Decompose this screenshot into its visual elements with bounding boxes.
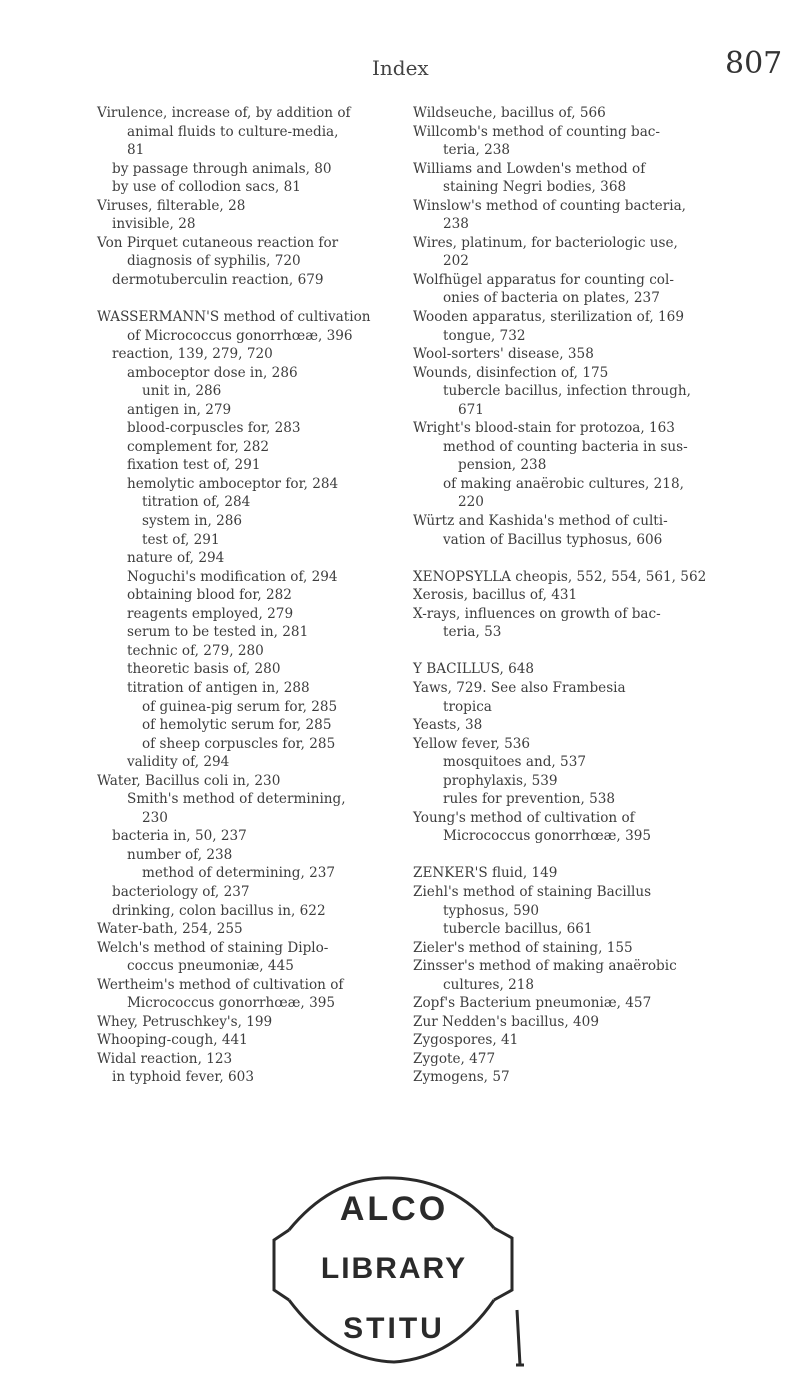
index-subentry: number of, 238 bbox=[127, 846, 233, 863]
stamp-bottom-text: STITU bbox=[343, 1312, 445, 1345]
index-subentry: method of determining, 237 bbox=[142, 865, 336, 882]
index-entry: Xerosis, bacillus of, 431 bbox=[413, 587, 578, 604]
index-subentry: reaction, 139, 279, 720 bbox=[112, 346, 273, 363]
index-subentry: of guinea-pig serum for, 285 bbox=[142, 698, 338, 715]
index-subentry: mosquitoes and, 537 bbox=[443, 754, 586, 771]
stamp-top-text: ALCO bbox=[339, 1190, 449, 1228]
index-entry: Yaws, 729. See also Frambesia bbox=[413, 679, 626, 696]
index-subentry: rules for prevention, 538 bbox=[443, 791, 616, 808]
index-subentry: by passage through animals, 80 bbox=[112, 160, 332, 177]
index-subentry: animal fluids to culture-media, bbox=[127, 123, 339, 140]
index-entry: Wounds, disinfection of, 175 bbox=[413, 364, 609, 381]
index-subentry: coccus pneumoniæ, 445 bbox=[127, 958, 294, 975]
index-subentry: technic of, 279, 280 bbox=[127, 642, 264, 659]
stamp-left-bracket bbox=[274, 1230, 289, 1300]
index-entry: Yellow fever, 536 bbox=[413, 735, 531, 752]
index-entry: Zygote, 477 bbox=[413, 1050, 496, 1067]
index-subentry: tubercle bacillus, infection through, bbox=[443, 383, 691, 400]
index-subentry: of sheep corpuscles for, 285 bbox=[142, 735, 336, 752]
page-header bbox=[0, 34, 800, 81]
index-entry: Wertheim's method of cultivation of bbox=[97, 976, 344, 993]
index-entry: X-rays, influences on growth of bac- bbox=[413, 605, 661, 622]
index-subentry: drinking, colon bacillus in, 622 bbox=[112, 902, 326, 919]
index-subentry: of hemolytic serum for, 285 bbox=[142, 717, 332, 734]
index-entry: Viruses, filterable, 28 bbox=[97, 197, 246, 214]
index-entry: Yeasts, 38 bbox=[413, 717, 483, 734]
index-entry: Zur Nedden's bacillus, 409 bbox=[413, 1013, 599, 1030]
index-entry: Williams and Lowden's method of bbox=[413, 160, 646, 177]
index-entry: XENOPSYLLA cheopis, 552, 554, 561, 562 bbox=[413, 568, 707, 585]
stamp-right-bracket bbox=[494, 1228, 512, 1300]
index-entry: Wooden apparatus, sterilization of, 169 bbox=[413, 309, 684, 326]
index-subentry: hemolytic amboceptor for, 284 bbox=[127, 475, 339, 492]
entry-gap bbox=[413, 642, 713, 661]
index-entry: Würtz and Kashida's method of culti- bbox=[413, 513, 668, 530]
index-entry: Water-bath, 254, 255 bbox=[97, 921, 243, 938]
index-subentry: bacteriology of, 237 bbox=[112, 883, 250, 900]
index-subentry: prophylaxis, 539 bbox=[443, 772, 558, 789]
index-subentry: bacteria in, 50, 237 bbox=[112, 828, 247, 845]
index-entry: Y BACILLUS, 648 bbox=[413, 661, 535, 678]
index-subentry: pension, 238 bbox=[458, 457, 547, 474]
index-column-left bbox=[97, 104, 397, 1087]
index-subentry: invisible, 28 bbox=[112, 216, 196, 233]
index-subentry: vation of Bacillus typhosus, 606 bbox=[443, 531, 663, 548]
index-entry: Widal reaction, 123 bbox=[97, 1050, 233, 1067]
index-subentry: 202 bbox=[443, 253, 469, 270]
stamp-library-text: LIBRARY bbox=[320, 1252, 468, 1285]
index-subentry: complement for, 282 bbox=[127, 438, 270, 455]
index-entry: Wolfhügel apparatus for counting col- bbox=[413, 271, 674, 288]
index-subentry: teria, 238 bbox=[443, 142, 511, 159]
index-entry: Wright's blood-stain for protozoa, 163 bbox=[413, 420, 675, 437]
index-entry: Welch's method of staining Diplo- bbox=[97, 939, 329, 956]
index-subentry: Smith's method of determining, bbox=[127, 791, 346, 808]
index-subentry: by use of collodion sacs, 81 bbox=[112, 179, 301, 196]
index-subentry: cultures, 218 bbox=[443, 976, 535, 993]
index-entry: Ziehl's method of staining Bacillus bbox=[413, 883, 652, 900]
index-entry: Von Pirquet cutaneous reaction for bbox=[97, 234, 339, 251]
entry-gap bbox=[413, 846, 713, 865]
index-subentry: validity of, 294 bbox=[127, 754, 230, 771]
index-entry: Zinsser's method of making anaërobic bbox=[413, 958, 677, 975]
index-subentry: tubercle bacillus, 661 bbox=[443, 921, 593, 938]
index-subentry: test of, 291 bbox=[142, 531, 220, 548]
index-subentry: nature of, 294 bbox=[127, 550, 225, 567]
index-subentry: antigen in, 279 bbox=[127, 401, 232, 418]
index-subentry: method of counting bacteria in sus- bbox=[443, 438, 688, 455]
index-subentry: of making anaërobic cultures, 218, bbox=[443, 475, 684, 492]
index-entry: Whey, Petruschkey's, 199 bbox=[97, 1013, 273, 1030]
index-entry: ZENKER'S fluid, 149 bbox=[413, 865, 558, 882]
page-number: 807 bbox=[725, 46, 783, 81]
library-stamp bbox=[244, 1160, 564, 1390]
index-subentry: teria, 53 bbox=[443, 624, 502, 641]
index-subentry: blood-corpuscles for, 283 bbox=[127, 420, 301, 437]
running-title: Index bbox=[372, 56, 429, 80]
index-subentry: theoretic basis of, 280 bbox=[127, 661, 281, 678]
index-column-right bbox=[413, 104, 713, 1087]
index-subentry: 671 bbox=[458, 401, 484, 418]
library-stamp-graphic bbox=[244, 1160, 564, 1390]
index-entry: Wires, platinum, for bacteriologic use, bbox=[413, 234, 678, 251]
entry-gap bbox=[97, 289, 397, 308]
index-entry: WASSERMANN'S method of cultivation bbox=[97, 309, 371, 326]
index-entry: Wool-sorters' disease, 358 bbox=[413, 346, 594, 363]
index-subentry: system in, 286 bbox=[142, 513, 243, 530]
index-subentry: onies of bacteria on plates, 237 bbox=[443, 290, 660, 307]
index-subentry: serum to be tested in, 281 bbox=[127, 624, 309, 641]
index-subentry: titration of, 284 bbox=[142, 494, 251, 511]
index-entry: Wildseuche, bacillus of, 566 bbox=[413, 105, 606, 121]
index-entry: Willcomb's method of counting bac- bbox=[413, 123, 661, 140]
index-subentry: of Micrococcus gonorrhœæ, 396 bbox=[127, 327, 353, 344]
index-subentry: Micrococcus gonorrhœæ, 395 bbox=[443, 828, 652, 845]
index-subentry: tropica bbox=[443, 698, 492, 715]
index-entry: Winslow's method of counting bacteria, bbox=[413, 197, 687, 214]
index-subentry: typhosus, 590 bbox=[443, 902, 540, 919]
index-subentry: fixation test of, 291 bbox=[127, 457, 261, 474]
index-subentry: unit in, 286 bbox=[142, 383, 222, 400]
entry-gap bbox=[413, 549, 713, 568]
index-entry: Whooping-cough, 441 bbox=[97, 1032, 248, 1049]
index-entry: Zieler's method of staining, 155 bbox=[413, 939, 633, 956]
index-entry: Young's method of cultivation of bbox=[413, 809, 635, 826]
index-subentry: in typhoid fever, 603 bbox=[112, 1069, 254, 1086]
index-subentry: 230 bbox=[142, 809, 168, 826]
index-entry: Water, Bacillus coli in, 230 bbox=[97, 772, 281, 789]
index-entry: Zopf's Bacterium pneumoniæ, 457 bbox=[413, 995, 652, 1012]
index-subentry: Micrococcus gonorrhœæ, 395 bbox=[127, 995, 336, 1012]
index-entry: Virulence, increase of, by addition of bbox=[97, 105, 351, 121]
index-subentry: dermotuberculin reaction, 679 bbox=[112, 271, 324, 288]
index-subentry: 81 bbox=[127, 142, 145, 159]
stamp-mark bbox=[516, 1310, 524, 1365]
index-subentry: obtaining blood for, 282 bbox=[127, 587, 292, 604]
index-subentry: 238 bbox=[443, 216, 469, 233]
index-subentry: reagents employed, 279 bbox=[127, 605, 294, 622]
index-entry: Zymogens, 57 bbox=[413, 1069, 510, 1086]
index-subentry: diagnosis of syphilis, 720 bbox=[127, 253, 301, 270]
index-subentry: tongue, 732 bbox=[443, 327, 526, 344]
index-subentry: Noguchi's modification of, 294 bbox=[127, 568, 338, 585]
index-entry: Zygospores, 41 bbox=[413, 1032, 519, 1049]
index-subentry: titration of antigen in, 288 bbox=[127, 679, 310, 696]
index-subentry: staining Negri bodies, 368 bbox=[443, 179, 627, 196]
index-subentry: 220 bbox=[458, 494, 484, 511]
index-subentry: amboceptor dose in, 286 bbox=[127, 364, 298, 381]
